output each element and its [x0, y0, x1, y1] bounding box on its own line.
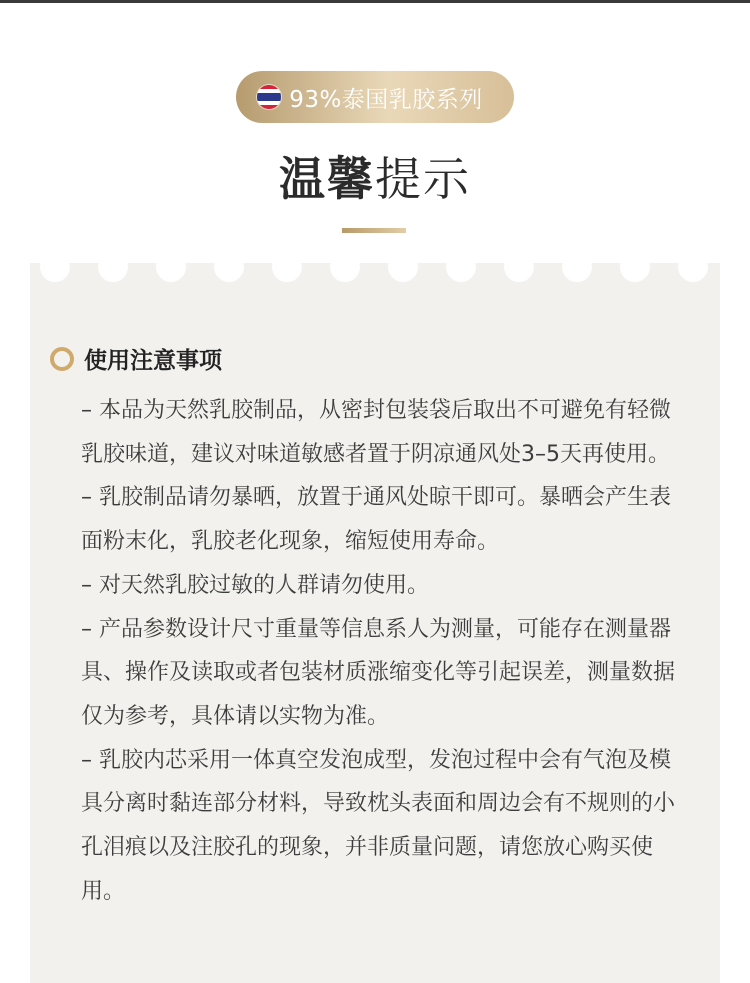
- card-perforation: [504, 252, 534, 282]
- card-perforation: [40, 252, 70, 282]
- card-perforation: [156, 252, 186, 282]
- notes-list: [81, 389, 691, 913]
- section-header: [50, 342, 222, 375]
- card-perforation: [620, 252, 650, 282]
- card-perforation: [388, 252, 418, 282]
- note-item: – 对天然乳胶过敏的人群请勿使用。: [81, 572, 429, 598]
- page-title-bold: 温馨: [279, 152, 375, 206]
- page-title: [0, 143, 750, 209]
- note-item: – 乳胶内芯采用一体真空发泡成型，发泡过程中会有气泡及模具分离时黏连部分材料，导致枕头表面和周边会有不规则的小孔泪痕以及注胶孔的现象，并非质量问题，请您放心购买使用。: [81, 747, 676, 904]
- page-title-light: 提示: [375, 152, 471, 206]
- card-perforation: [446, 252, 476, 282]
- gold-ring-icon: [50, 347, 74, 371]
- note-item: – 乳胶制品请勿暴晒，放置于通风处晾干即可。暴晒会产生表面粉末化，乳胶老化现象，缩短使用寿命。: [81, 485, 671, 555]
- note-item: – 产品参数设计尺寸重量等信息系人为测量，可能存在测量器具、操作及读取或者包装材质涨缩变化等引起误差，测量数据仅为参考，具体请以实物为准。: [81, 616, 676, 729]
- series-badge: [236, 71, 514, 123]
- card-perforation: [678, 252, 708, 282]
- card-perforation: [272, 252, 302, 282]
- section-title: 使用注意事项: [84, 348, 222, 374]
- series-badge-label: 93%泰国乳胶系列: [289, 86, 483, 113]
- top-divider: [0, 0, 750, 3]
- note-item: – 本品为天然乳胶制品，从密封包装袋后取出不可避免有轻微乳胶味道，建议对味道敏感者置于阴凉通风处3–5天再使用。: [81, 398, 671, 467]
- title-underline: [342, 228, 406, 233]
- card-perforation: [562, 252, 592, 282]
- card-perforation: [330, 252, 360, 282]
- card-perforation: [98, 252, 128, 282]
- card-perforation: [214, 252, 244, 282]
- thailand-flag-icon: [257, 85, 281, 109]
